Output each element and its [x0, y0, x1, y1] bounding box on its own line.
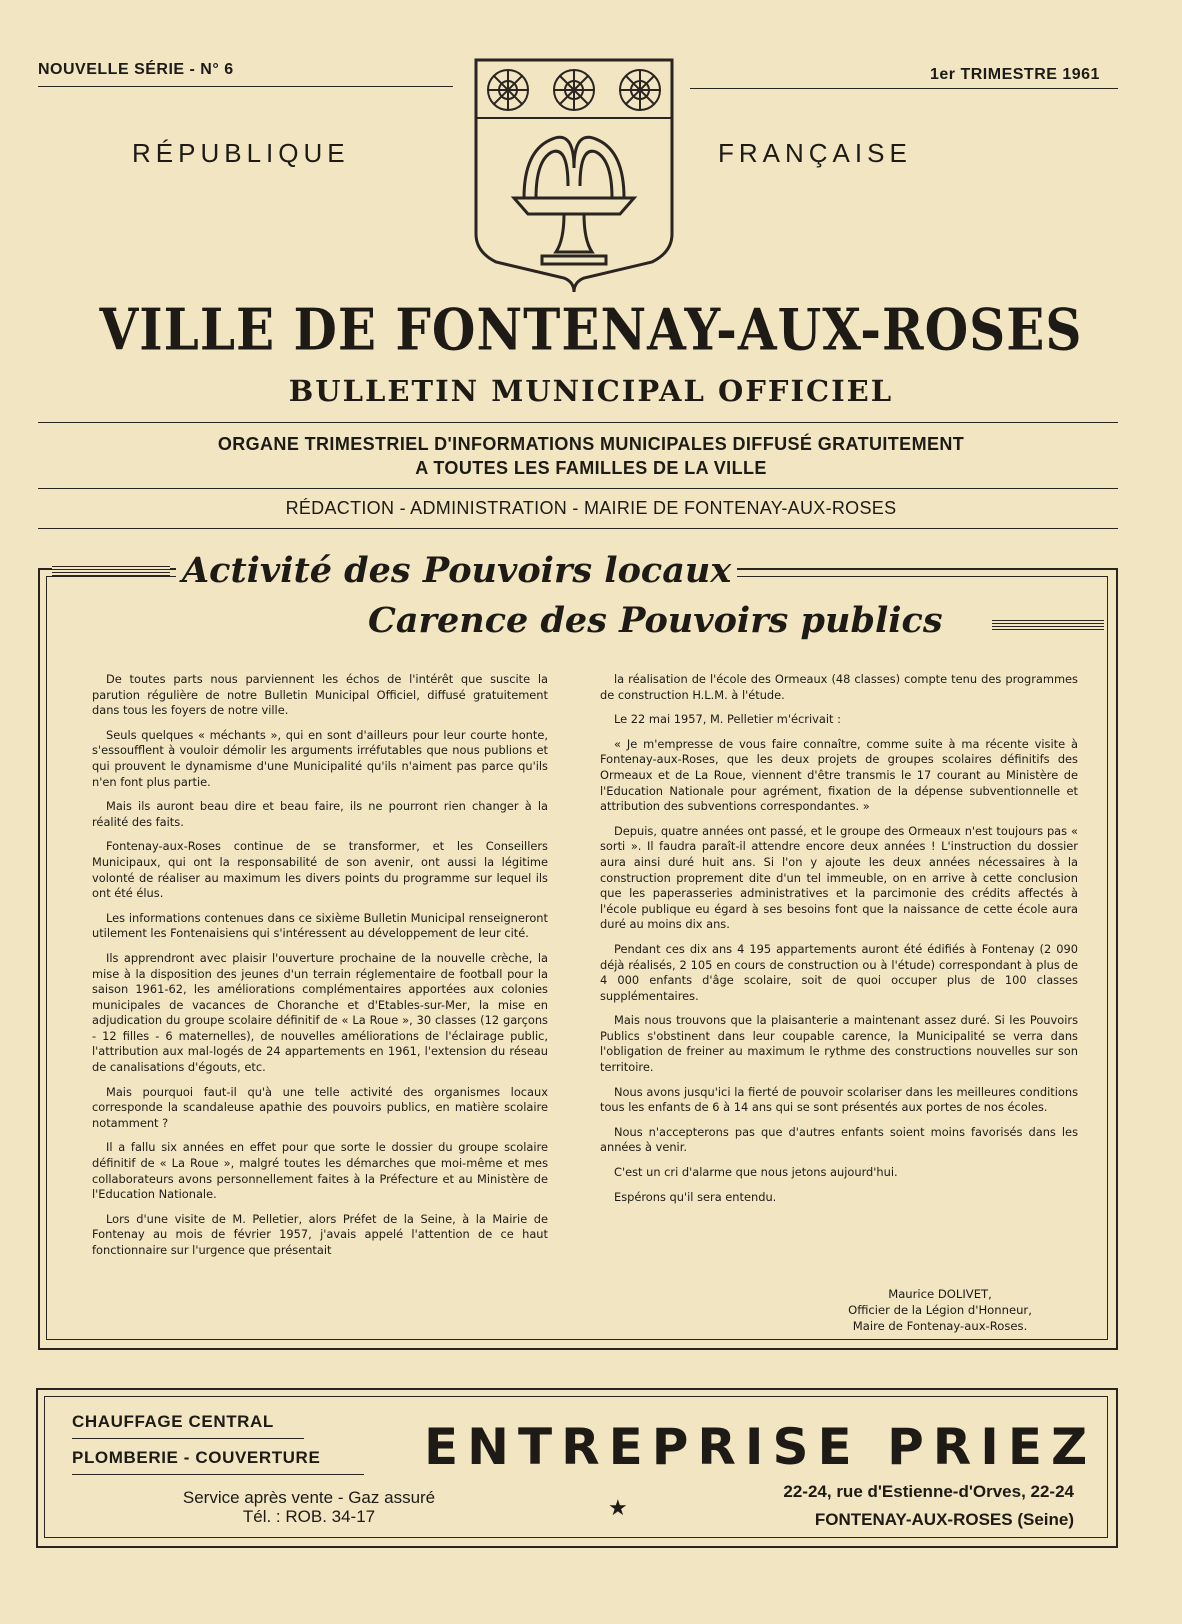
page-title: VILLE DE FONTENAY-AUX-ROSES — [99, 295, 1083, 364]
issue-date: 1er TRIMESTRE 1961 — [930, 66, 1100, 83]
star-icon: ★ — [608, 1496, 628, 1521]
headline-1: Activité des Pouvoirs locaux — [176, 550, 737, 591]
left-paragraph: Mais ils auront beau dire et beau faire, ils ne pourront rien changer à la réalité des faits. — [92, 799, 548, 829]
right-paragraph: Pendant ces dix ans 4 195 appartements auront été édifiés à Fontenay (2 090 déjà réalisés, 2 105 en cours de construction ou à l'étude) correspondant à plus de 4 000 enfants d'âge scolaire, soit de quoi occuper plus de 100 classes supplémentaires. — [600, 941, 1078, 1003]
ad-phone: Tél. : ROB. 34-17 — [242, 1507, 376, 1526]
ad-plumbing: PLOMBERIE - COUVERTURE — [72, 1448, 321, 1467]
series-number: NOUVELLE SÉRIE - N° 6 — [38, 61, 234, 78]
rule-1 — [38, 422, 1118, 423]
ad-street: 22-24, rue d'Estienne-d'Orves, 22-24 — [783, 1482, 1074, 1501]
article-column-left — [92, 672, 548, 1268]
headline-2: Carence des Pouvoirs publics — [362, 600, 949, 641]
rule-2 — [38, 488, 1118, 489]
left-paragraph: Seuls quelques « méchants », qui en sont d'ailleurs pour leur courte honte, s'essoufflent à vouloir démolir les arguments irréfutables que nous publions et qui prouvent le dynamisme d'une Municipalité qu'ils n'aiment pas parce qu'ils n'en font plus partie. — [92, 727, 548, 789]
left-paragraph: Les informations contenues dans ce sixième Bulletin Municipal renseigneront utilement les Fontenaisiens qui s'intéressent au développement de leur cité. — [92, 910, 548, 941]
headline-ornament-right — [992, 618, 1104, 630]
signature-title-2: Maire de Fontenay-aux-Roses. — [852, 1319, 1028, 1333]
ad-service-line: Service après vente - Gaz assuré — [182, 1488, 436, 1507]
left-paragraph: Mais pourquoi faut-il qu'à une telle activité des organismes locaux corresponde la scandaleuse apathie des pouvoirs publics, en matière scolaire notamment ? — [92, 1084, 548, 1130]
signature-title-1: Officier de la Légion d'Honneur, — [848, 1303, 1032, 1317]
organe-line-2: A TOUTES LES FAMILLES DE LA VILLE — [415, 458, 767, 478]
ad-service-block — [134, 1488, 484, 1526]
page-subtitle: BULLETIN MUNICIPAL OFFICIEL — [288, 374, 894, 408]
organe-line-1: ORGANE TRIMESTRIEL D'INFORMATIONS MUNICIPALES DIFFUSÉ GRATUITEMENT — [217, 434, 965, 454]
header-rule-right — [690, 88, 1118, 89]
right-paragraph: Le 22 mai 1957, M. Pelletier m'écrivait : — [614, 712, 841, 727]
francaise-label: FRANÇAISE — [718, 138, 912, 168]
right-paragraph: Espérons qu'il sera entendu. — [614, 1189, 777, 1204]
left-paragraph: Fontenay-aux-Roses continue de se transformer, et les Conseillers Municipaux, qui ont la responsabilité de son avenir, ont aussi la légitime volonté de réaliser au maximum les divers points du programme sur lequel ils ont été élus. — [92, 839, 548, 901]
signature-name: Maurice DOLIVET, — [888, 1287, 992, 1301]
ad-company-name: ENTREPRISE PRIEZ — [424, 1418, 1097, 1476]
ad-rule-1 — [72, 1438, 304, 1439]
right-paragraph: Nous n'accepterons pas que d'autres enfants soient moins favorisés dans les années à venir. — [600, 1124, 1078, 1155]
left-paragraph: Il a fallu six années en effet pour que sorte le dossier du groupe scolaire définitif de « La Roue », malgré toutes les démarches que moi-même et mes collaborateurs avons personnellement faites à la Préfecture et au Ministère de l'Education Nationale. — [92, 1140, 548, 1202]
article-column-right — [600, 672, 1078, 1214]
republique-label: RÉPUBLIQUE — [132, 138, 350, 168]
right-paragraph: Depuis, quatre années ont passé, et le groupe des Ormeaux n'est toujours pas « sorti ». Il faudra paraît-il attendre encore deux années ! L'instruction du dossier aura ainsi duré huit ans. Si l'on y ajoute les deux années nécessaires à la construction proprement dite d'un tel immeuble, on en arrive à cette conclusion que les paperasseries administratives et la parcimonie des crédits affectés à l'école publique eu égard à ses besoins font que la naissance de cette école aura duré au moins dix ans. — [600, 823, 1078, 932]
left-paragraph: Lors d'une visite de M. Pelletier, alors Préfet de la Seine, à la Mairie de Fontenay au mois de février 1957, j'avais appelé l'attention de ce haut fonctionnaire sur l'urgence que présentait — [92, 1211, 548, 1257]
right-paragraph: la réalisation de l'école des Ormeaux (48 classes) compte tenu des programmes de construction H.L.M. à l'étude. — [600, 672, 1078, 702]
left-paragraph: Ils apprendront avec plaisir l'ouverture prochaine de la nouvelle crèche, la mise à la disposition des jeunes d'un terrain réglementaire de football pour la saison 1961-62, les améliorations complémentaires apportées aux colonies municipales de vacances de Choranche et d'Etables-sur-Mer, la mise en adjudication du groupe scolaire définitif de « La Roue », 30 classes (12 garçons - 12 filles - 6 maternelles), de nouvelles améliorations de l'éclairage public, l'attribution aux mal-logés de 24 appartements en 1961, l'extension du réseau de canalisations d'égouts, etc. — [92, 950, 548, 1075]
signature-block — [790, 1286, 1090, 1334]
left-paragraph: De toutes parts nous parviennent les échos de l'intérêt que suscite la parution régulière de notre Bulletin Municipal Officiel, diffusé gratuitement dans tous les foyers de notre ville. — [92, 672, 548, 718]
redaction-line: RÉDACTION - ADMINISTRATION - MAIRIE DE FONTENAY-AUX-ROSES — [285, 498, 897, 518]
right-paragraph: C'est un cri d'alarme que nous jetons aujourd'hui. — [614, 1165, 898, 1180]
ad-heating: CHAUFFAGE CENTRAL — [72, 1412, 274, 1431]
rule-3 — [38, 528, 1118, 529]
right-paragraph: Nous avons jusqu'ici la fierté de pouvoir scolariser dans les meilleures conditions tous les enfants de 6 à 14 ans qui se sont présentés aux portes de nos écoles. — [600, 1084, 1078, 1115]
right-paragraph: « Je m'empresse de vous faire connaître, comme suite à ma récente visite à Fontenay-aux-Roses, que les deux projets de groupes scolaires définitifs des Ormeaux et de La Roue, viennent d'être transmis le 17 courant au Ministère de l'Education Nationale pour agrément, fixation de la dépense subventionnelle et attribution des subventions correspondantes. » — [600, 736, 1078, 814]
coat-of-arms-icon — [472, 56, 676, 296]
header-rule-left — [38, 86, 453, 87]
right-paragraph: Mais nous trouvons que la plaisanterie a maintenant assez duré. Si les Pouvoirs Publics s'obstinent dans leur coupable carence, la Municipalité se verra dans l'obligation de freiner au maximum le rythme des constructions nouvelles sur son territoire. — [600, 1013, 1078, 1075]
headline-ornament-left — [52, 564, 170, 576]
ad-city: FONTENAY-AUX-ROSES (Seine) — [814, 1510, 1074, 1529]
ad-address-block — [660, 1478, 1074, 1534]
ad-rule-2 — [72, 1474, 364, 1475]
